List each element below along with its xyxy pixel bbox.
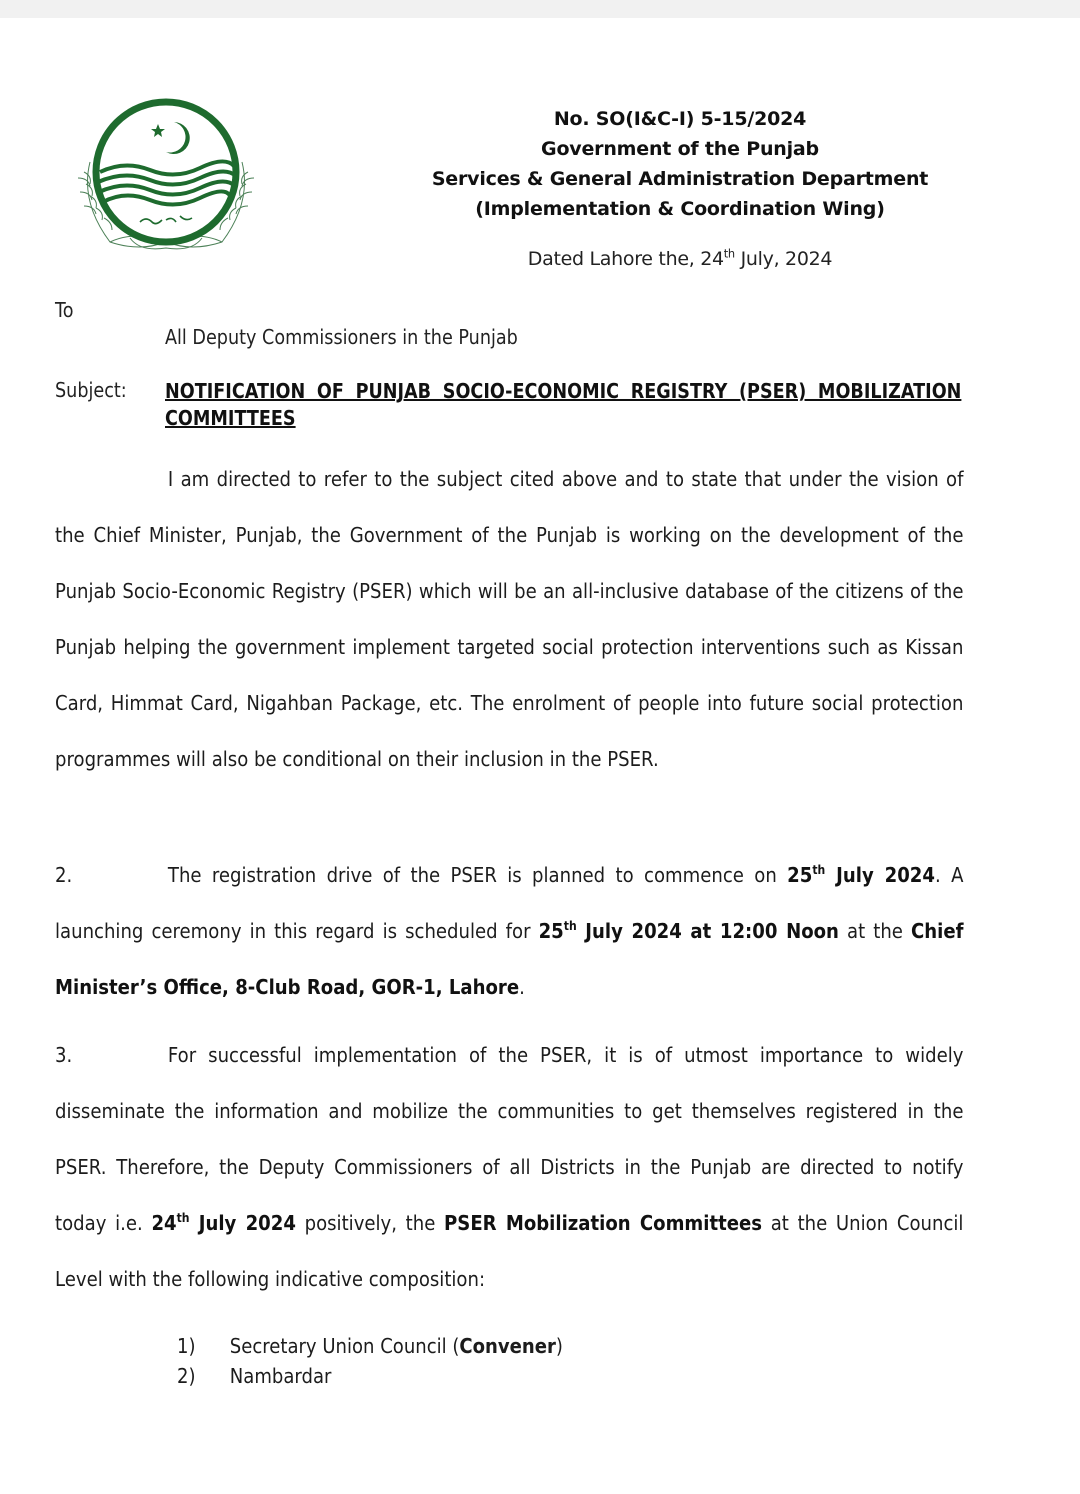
paragraph-2: 2. The registration drive of the PSER is planned to commence on 25th July 2024. A launching ceremony in this regard is scheduled for 25th July 2024 at 12:00 Noon at the Chief Minister’s Office, 8-Club Road, GOR-1, Lahore. xyxy=(55,847,963,1015)
paragraph-3: 3. For successful implementation of the PSER, it is of utmost importance to widely disseminate the information and mobilize the communities to get themselves registered in the PSER. Therefore, the Deputy Commissioners of all Districts in the Punjab are directed to notify today i.e. 24th July 2024 positively, the PSER Mobilization Committees at the Union Council Level with the following indicative composition: xyxy=(55,1027,963,1307)
government-name: Government of the Punjab xyxy=(541,138,819,160)
list-item: 1) Secretary Union Council (Convener) xyxy=(177,1334,563,1358)
top-gray-bar xyxy=(0,0,1080,18)
subject-label: Subject: xyxy=(55,378,127,402)
addressee: All Deputy Commissioners in the Punjab xyxy=(165,325,518,349)
list-item: 2) Nambardar xyxy=(177,1364,332,1388)
wing-name: (Implementation & Coordination Wing) xyxy=(475,198,885,220)
punjab-emblem-icon xyxy=(70,92,262,262)
reference-number: No. SO(I&C-I) 5-15/2024 xyxy=(553,108,807,130)
paragraph-1: I am directed to refer to the subject cited above and to state that under the vision of the Chief Minister, Punjab, the Government of the Punjab is working on the development of the Punjab Socio-Economic Registry (PSER) which will be an all-inclusive database of the citizens of the Punjab helping the government implement targeted social protection interventions such as Kissan Card, Himmat Card, Nigahban Package, etc. The enrolment of people into future social protection programmes will also be conditional on their inclusion in the PSER. xyxy=(55,467,964,771)
paragraph-number: 3. xyxy=(55,1043,73,1067)
department-name: Services & General Administration Department xyxy=(431,168,929,190)
paragraph-number: 2. xyxy=(55,863,73,887)
dated-line: Dated Lahore the, 24th July, 2024 xyxy=(527,246,833,270)
subject-text: NOTIFICATION OF PUNJAB SOCIO-ECONOMIC REGISTRY (PSER) MOBILIZATION COMMITTEES xyxy=(165,379,962,430)
composition-list xyxy=(177,1331,563,1391)
to-label: To xyxy=(55,298,74,322)
letterhead xyxy=(420,104,940,224)
